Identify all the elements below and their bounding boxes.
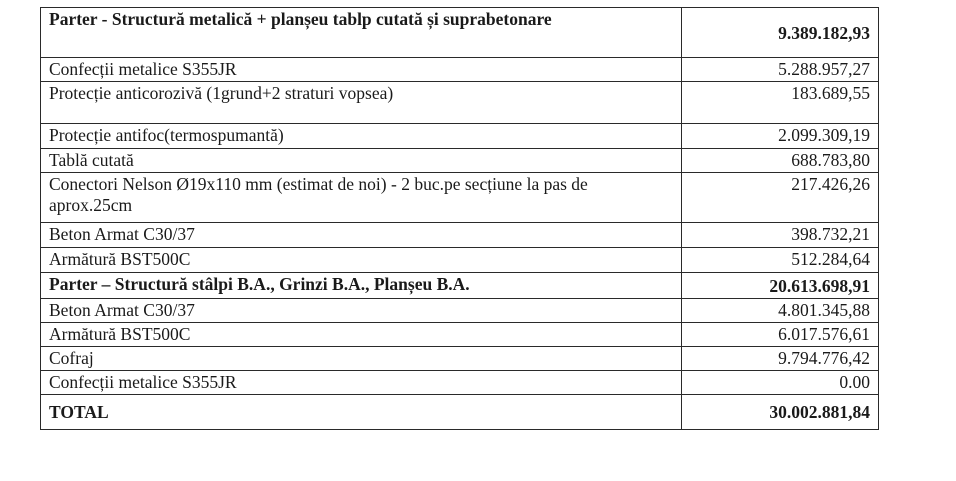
cost-table-body — [41, 8, 879, 430]
table-row — [41, 149, 879, 173]
item-amount: 5.288.957,27 — [682, 58, 879, 82]
table-row — [41, 82, 879, 124]
item-description: Protecție anticorozivă (1grund+2 straturi vopsea) — [41, 82, 682, 124]
item-amount: 183.689,55 — [682, 82, 879, 124]
table-row — [41, 58, 879, 82]
item-description: Protecție antifoc(termospumantă) — [41, 124, 682, 149]
item-description: Beton Armat C30/37 — [41, 299, 682, 323]
table-row — [41, 223, 879, 248]
item-amount: 512.284,64 — [682, 248, 879, 273]
item-amount: 9.794.776,42 — [682, 347, 879, 371]
item-amount: 30.002.881,84 — [682, 395, 879, 430]
item-description: Parter – Structură stâlpi B.A., Grinzi B.A., Planșeu B.A. — [41, 273, 682, 299]
item-amount: 398.732,21 — [682, 223, 879, 248]
item-description: TOTAL — [41, 395, 682, 430]
item-description: Armătură BST500C — [41, 248, 682, 273]
cost-table — [40, 7, 879, 430]
table-row — [41, 248, 879, 273]
item-amount: 217.426,26 — [682, 173, 879, 223]
section-row — [41, 273, 879, 299]
item-amount: 2.099.309,19 — [682, 124, 879, 149]
item-description: Beton Armat C30/37 — [41, 223, 682, 248]
item-description: Confecții metalice S355JR — [41, 58, 682, 82]
item-description: Armătură BST500C — [41, 323, 682, 347]
table-row — [41, 347, 879, 371]
table-row — [41, 299, 879, 323]
table-row — [41, 371, 879, 395]
item-description: Conectori Nelson Ø19x110 mm (estimat de noi) - 2 buc.pe secțiune la pas de aprox.25cm — [41, 173, 682, 223]
section-row — [41, 8, 879, 58]
item-description: Parter - Structură metalică + planșeu tablp cutată și suprabetonare — [41, 8, 682, 58]
item-amount: 9.389.182,93 — [682, 8, 879, 58]
table-row — [41, 323, 879, 347]
item-amount: 20.613.698,91 — [682, 273, 879, 299]
item-amount: 6.017.576,61 — [682, 323, 879, 347]
table-row — [41, 173, 879, 223]
item-amount: 0.00 — [682, 371, 879, 395]
item-description: Cofraj — [41, 347, 682, 371]
item-description: Tablă cutată — [41, 149, 682, 173]
item-description: Confecții metalice S355JR — [41, 371, 682, 395]
table-row — [41, 124, 879, 149]
item-amount: 4.801.345,88 — [682, 299, 879, 323]
total-row — [41, 395, 879, 430]
item-amount: 688.783,80 — [682, 149, 879, 173]
